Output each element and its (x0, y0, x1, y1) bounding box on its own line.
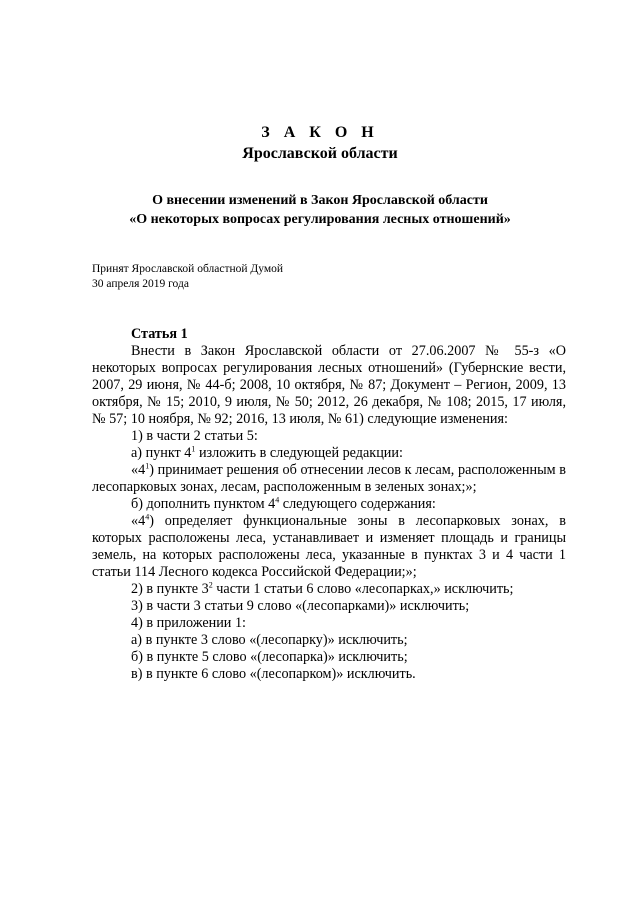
article-title: Статья 1 (131, 326, 188, 342)
item-4b: б) в пункте 5 слово «(лесопарка)» исключить; (131, 649, 408, 665)
subject-line-1: О внесении изменений в Закон Ярославской области (152, 193, 488, 208)
item-1: 1) в части 2 статьи 5: (131, 428, 258, 444)
adoption-body: Принят Ярославской областной Думой (92, 263, 284, 275)
item-4: 4) в приложении 1: (131, 615, 246, 631)
adoption-date: 30 апреля 2019 года (92, 278, 189, 290)
item-2: 2) в пункте $3^2$ части 1 статьи 6 слово «лесопарках,» исключить; (131, 580, 514, 597)
subject-line-2: «О некоторых вопросах регулирования лесных отношений» (129, 212, 511, 227)
item-1b: б) дополнить пунктом $4^4$ следующего содержания: (131, 495, 436, 512)
article-1 (92, 326, 566, 683)
region-heading: Ярославской области (242, 145, 398, 162)
item-4a: а) в пункте 3 слово «(лесопарку)» исключить; (131, 632, 408, 648)
item-3: 3) в части 3 статьи 9 слово «(лесопарками)» исключить; (131, 598, 470, 614)
item-1a: а) пункт $4^1$ изложить в следующей редакции: (131, 444, 403, 461)
item-4c: в) в пункте 6 слово «(лесопарком)» исключить. (131, 666, 416, 682)
quote-1: «$4^1$) принимает решения об отнесении лесов к лесам, расположенным в лесопарковых зонах, лесам, расположенным в зеленых зонах;»; (92, 461, 566, 495)
adoption-note (92, 262, 283, 292)
law-heading: З А К О Н (261, 124, 379, 141)
quote-2: «$4^4$) определяет функциональные зоны в лесопарковых зонах, в которых расположены леса, устанавливает и изменяет площадь и границы земель, на которых расположены леса, указанные в пунктах 3 и 4 части 1 статьи 114 Лесного кодекса Российской Федерации;»; (92, 512, 566, 580)
article-intro: Внести в Закон Ярославской области от 27.06.2007 № 55-з «О некоторых вопросах регулирования лесных отношений» (Губернские вести, 2007, 29 июня, № 44-б; 2008, 10 октября, № 87; Документ – Регион, 2009, 13 октября, № 15; 2010, 9 июля, № 50; 2012, 26 декабря, № 108; 2015, 17 июля, № 57; 10 ноября, № 92; 2016, 13 июля, № 61) следующие изменения: (92, 343, 566, 427)
